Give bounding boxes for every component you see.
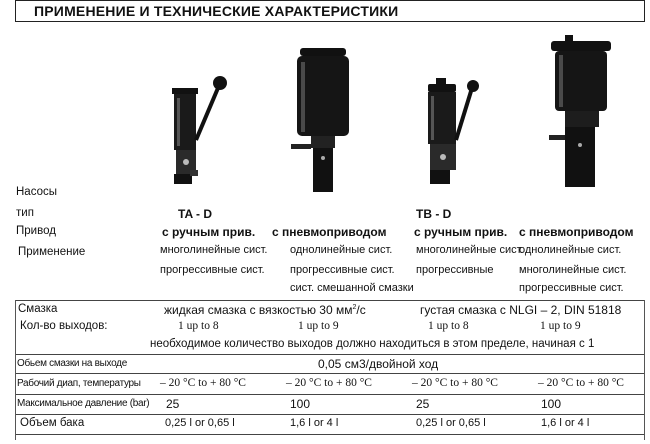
title-box bbox=[15, 0, 645, 22]
application-tb-pneumatic-1: однолинейные сист. bbox=[519, 244, 622, 256]
row-divider bbox=[15, 414, 645, 415]
pump-ta-manual-image bbox=[160, 70, 245, 195]
label-output-volume: Обьем смазки на выходе bbox=[17, 358, 127, 369]
row-divider bbox=[15, 354, 645, 355]
temp-ta-manual: – 20 °C to + 80 °C bbox=[160, 377, 246, 389]
tank-tb-pneumatic: 1,6 l or 4 l bbox=[541, 417, 590, 429]
application-tb-pneumatic-3: прогрессивные сист. bbox=[519, 282, 624, 294]
label-pumps: Насосы bbox=[16, 186, 57, 198]
pressure-tb-pneumatic: 100 bbox=[541, 397, 562, 411]
label-outlets: Кол-во выходов: bbox=[20, 320, 108, 332]
application-tb-pneumatic-2: многолинейные сист. bbox=[519, 264, 627, 276]
outlets-tb-pneumatic: 1 up to 9 bbox=[540, 320, 581, 332]
application-tb-manual-1: многолинейные сист. bbox=[416, 244, 524, 256]
label-drive: Привод bbox=[16, 225, 56, 237]
pressure-tb-manual: 25 bbox=[416, 397, 430, 411]
tank-ta-pneumatic: 1,6 l or 4 l bbox=[290, 417, 339, 429]
application-tb-manual-2: прогрессивные bbox=[416, 264, 494, 276]
temp-ta-pneumatic: – 20 °C to + 80 °C bbox=[286, 377, 372, 389]
lubricant-ta-superscript: 2 bbox=[352, 304, 357, 311]
pressure-ta-manual: 25 bbox=[166, 397, 180, 411]
row-divider bbox=[15, 394, 645, 395]
label-application: Применение bbox=[18, 246, 86, 258]
drive-ta-manual: с ручным прив. bbox=[162, 225, 256, 239]
page-title: ПРИМЕНЕНИЕ И ТЕХНИЧЕСКИЕ ХАРАКТЕРИСТИКИ bbox=[34, 3, 399, 19]
drive-tb-pneumatic: с пневмоприводом bbox=[519, 225, 634, 239]
application-ta-pneumatic-3: сист. смешанной смазки bbox=[290, 282, 414, 294]
pump-tb-pneumatic-image bbox=[545, 35, 620, 190]
type-ta: TA - D bbox=[178, 207, 212, 221]
label-max-pressure: Максимальное давление (bar) bbox=[17, 398, 150, 409]
row-divider bbox=[15, 373, 645, 374]
label-tank-volume: Объем бака bbox=[20, 417, 85, 429]
output-volume-value: 0,05 см3/двойной ход bbox=[318, 357, 439, 371]
lubricant-ta-unit: /с bbox=[356, 303, 366, 317]
outlets-ta-pneumatic: 1 up to 9 bbox=[298, 320, 339, 332]
tank-ta-manual: 0,25 l or 0,65 l bbox=[165, 417, 235, 429]
pressure-ta-pneumatic: 100 bbox=[290, 397, 311, 411]
outlets-tb-manual: 1 up to 8 bbox=[428, 320, 469, 332]
tank-tb-manual: 0,25 l or 0,65 l bbox=[416, 417, 486, 429]
temp-tb-pneumatic: – 20 °C to + 80 °C bbox=[538, 377, 624, 389]
application-ta-pneumatic-2: прогрессивные сист. bbox=[290, 264, 395, 276]
lubricant-ta bbox=[164, 303, 366, 317]
pump-ta-pneumatic-image bbox=[285, 40, 365, 195]
row-divider bbox=[15, 300, 645, 301]
column-divider bbox=[644, 300, 645, 440]
lubricant-tb: густая смазка с NLGI – 2, DIN 51818 bbox=[420, 303, 622, 317]
row-divider bbox=[15, 434, 645, 435]
drive-ta-pneumatic: с пневмоприводом bbox=[272, 225, 387, 239]
lubricant-ta-text: жидкая смазка с вязкостью 30 мм bbox=[164, 303, 353, 317]
temp-tb-manual: – 20 °C to + 80 °C bbox=[412, 377, 498, 389]
type-tb: TB - D bbox=[416, 207, 452, 221]
label-lubricant: Смазка bbox=[18, 303, 58, 315]
label-type: тип bbox=[16, 207, 34, 219]
application-ta-manual-2: прогрессивные сист. bbox=[160, 264, 265, 276]
drive-tb-manual: с ручным прив. bbox=[414, 225, 508, 239]
pump-tb-manual-image bbox=[418, 78, 488, 188]
outlets-ta-manual: 1 up to 8 bbox=[178, 320, 219, 332]
outlets-note: необходимое количество выходов должно находиться в этом пределе, начиная с 1 bbox=[150, 338, 595, 350]
column-divider bbox=[15, 300, 16, 440]
label-temp-range: Рабочий диап, температуры bbox=[17, 378, 141, 389]
application-ta-pneumatic-1: однолинейные сист. bbox=[290, 244, 393, 256]
application-ta-manual-1: многолинейные сист. bbox=[160, 244, 268, 256]
